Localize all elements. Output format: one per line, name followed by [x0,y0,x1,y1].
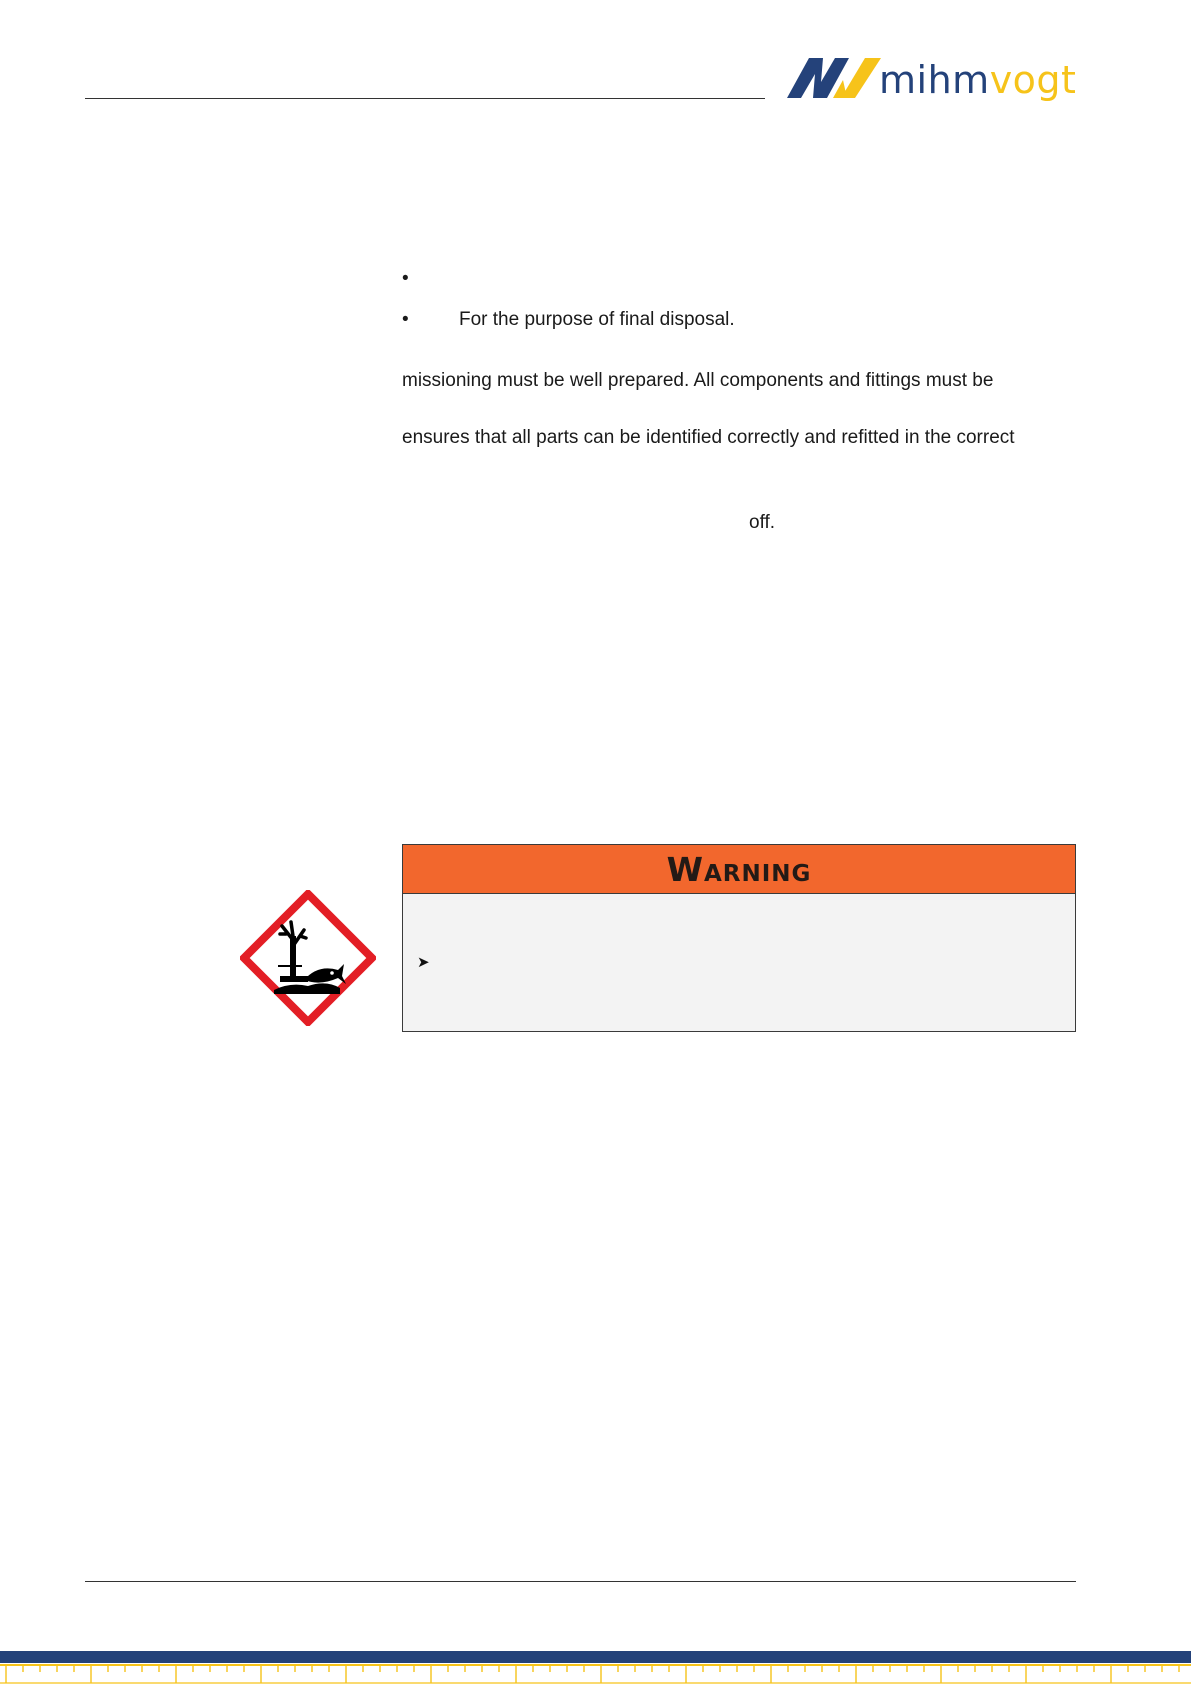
instruction-arrow-icon: ➤ [417,954,430,971]
warning-header [403,845,1075,894]
warning-box [402,844,1076,1032]
bullet-symbol-2: • [402,309,409,330]
bullet-text-2: For the purpose of final disposal. [459,309,735,330]
environment-hazard-icon [240,890,376,1026]
logo-wordmark-part1: mihm [879,58,990,102]
logo-wordmark [879,58,1077,102]
logo-wordmark-part2: vogt [989,58,1077,102]
paragraph-line-3: off. [749,512,776,533]
paragraph-line-1: missioning must be well prepared. All components and fittings must be [402,370,994,391]
footer-rule [85,1581,1076,1582]
ruler-strip [0,1663,1191,1685]
paragraph-line-2: ensures that all parts can be identified correctly and refitted in the correct [402,427,1015,448]
company-logo [785,52,1080,110]
bottom-color-band [0,1651,1191,1663]
logo-mark-icon [785,52,885,104]
warning-title: Warning [666,849,812,889]
bullet-symbol-1: • [402,268,409,289]
header-rule [85,98,765,99]
